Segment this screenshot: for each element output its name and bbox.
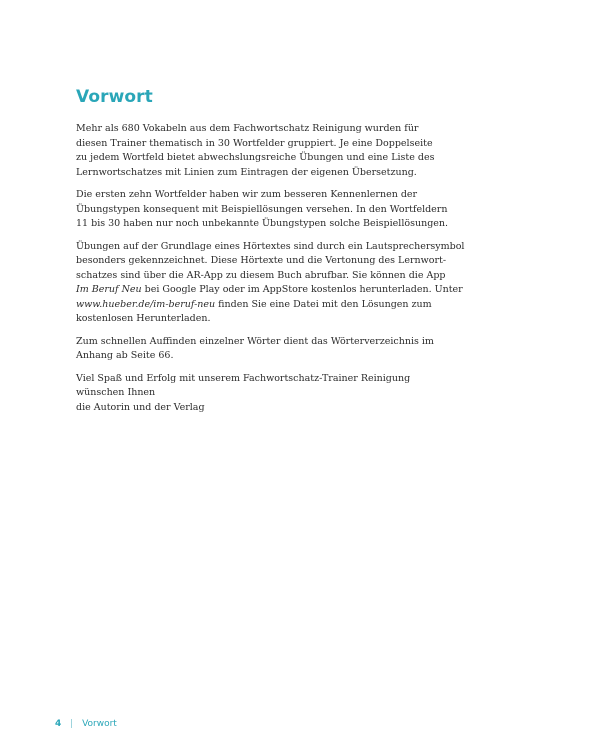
paragraph (76, 372, 446, 416)
text-line (76, 372, 446, 387)
text-line (76, 283, 463, 298)
text-line (76, 122, 446, 137)
text-segment: zu jedem Wortfeld bietet abwechslungsreiche Übungen und eine Liste des (76, 152, 435, 163)
page-number: 4 (55, 719, 62, 729)
text-line (76, 349, 446, 364)
paragraph (76, 122, 446, 180)
italic-text: Im Beruf Neu (76, 284, 142, 295)
text-segment: wünschen Ihnen (76, 387, 156, 398)
text-segment: 11 bis 30 haben nur noch unbekannte Übungstypen solche Beispiellösungen. (76, 218, 449, 229)
text-segment: Mehr als 680 Vokabeln aus dem Fachwortschatz Reinigung wurden für (76, 123, 419, 134)
text-segment: schatzes sind über die AR-App zu diesem Buch abrufbar. Sie können die App (76, 269, 446, 281)
text-segment: Übungstypen konsequent mit Beispiellösungen versehen. In den Wortfeldern (76, 203, 448, 215)
text-line (76, 269, 446, 284)
page-title: Vorwort (76, 87, 153, 107)
text-line (76, 137, 446, 152)
footer-section-title: Vorwort (82, 719, 117, 729)
text-line (76, 188, 446, 203)
text-line (76, 217, 449, 232)
page-footer (55, 718, 117, 730)
text-segment: besonders gekennzeichnet. Diese Hörtexte und die Vertonung des Lernwort- (76, 255, 447, 266)
text-line (76, 386, 446, 401)
text-segment: kostenlosen Herunterladen. (76, 313, 211, 324)
italic-text: www.hueber.de/im-beruf-neu (76, 298, 216, 310)
body-text (76, 122, 465, 423)
text-segment: Die ersten zehn Wortfelder haben wir zum besseren Kennenlernen der (76, 189, 418, 200)
text-segment: bei Google Play oder im AppStore kostenlos herunterladen. Unter (141, 284, 463, 295)
text-segment: finden Sie eine Datei mit den Lösungen zum (215, 298, 432, 310)
text-segment: Übungen auf der Grundlage eines Hörtextes sind durch ein Lautsprechersymbol (76, 240, 465, 252)
text-segment: Viel Spaß und Erfolg mit unserem Fachwortschatz-Trainer Reinigung (76, 372, 411, 384)
paragraph (76, 188, 449, 232)
text-segment: Zum schnellen Auffinden einzelner Wörter dient das Wörterverzeichnis im (76, 335, 434, 347)
text-line (76, 166, 446, 181)
footer-separator: | (70, 719, 74, 729)
text-segment: diesen Trainer thematisch in 30 Wortfelder gruppiert. Je eine Doppelseite (76, 137, 433, 149)
paragraph (76, 335, 446, 364)
text-line (76, 298, 446, 313)
text-line (76, 203, 446, 218)
text-line (76, 151, 446, 166)
text-line (76, 240, 465, 255)
text-line (76, 335, 446, 350)
text-line (76, 401, 446, 416)
text-segment: Anhang ab Seite 66. (76, 350, 174, 361)
text-segment: Lernwortschatzes mit Linien zum Eintragen der eigenen Übersetzung. (76, 166, 417, 178)
paragraph (76, 240, 465, 327)
text-segment: die Autorin und der Verlag (76, 401, 205, 413)
text-line (76, 312, 446, 327)
text-line (76, 254, 446, 269)
